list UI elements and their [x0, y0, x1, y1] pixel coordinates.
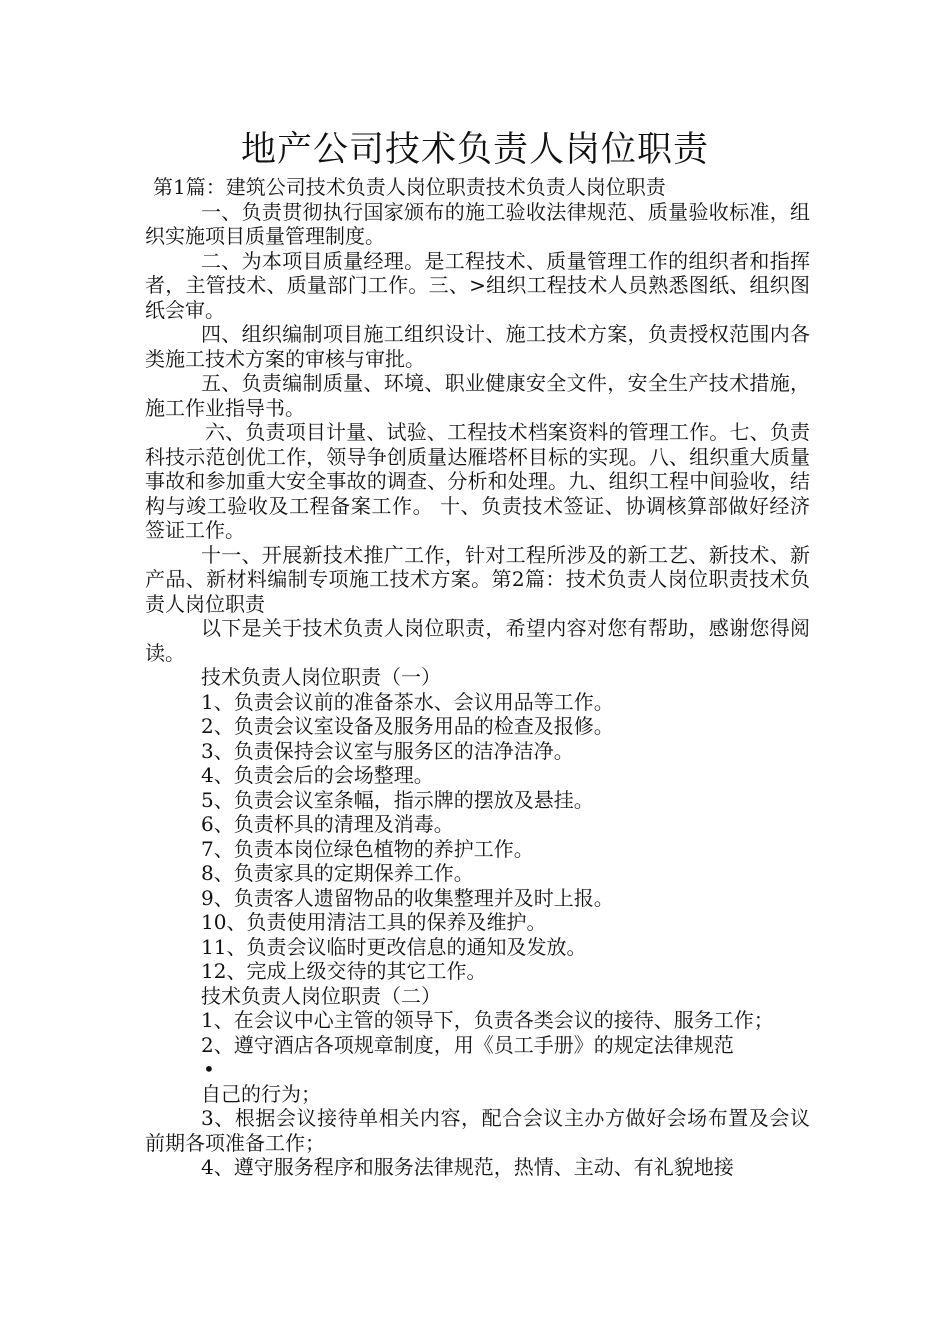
list-item: 10、负责使用清洁工具的保养及维护。: [201, 910, 547, 934]
paragraph: 1、在会议中心主管的领导下，负责各类会议的接待、服务工作；: [201, 1008, 774, 1032]
list-item: 7、负责本岗位绿色植物的养护工作。: [201, 836, 534, 861]
list-item: 8、负责家具的定期保养工作。: [201, 861, 474, 885]
paragraph: 以下是关于技术负责人岗位职责，希望内容对您有帮助，感谢您得阅读。: [145, 616, 810, 665]
paragraph: 二、为本项目质量经理。是工程技术、质量管理工作的组织者和指挥者，主管技术、质量部门工作。三、>组织工程技术人员熟悉图纸、组织图纸会审。: [145, 248, 810, 322]
list-item: 4、负责会后的会场整理。: [201, 763, 434, 787]
list-item: 9、负责客人遗留物品的收集整理并及时上报。: [201, 885, 614, 910]
list-item: 3、负责保持会议室与服务区的洁净洁净。: [201, 738, 574, 763]
list-heading: 技术负责人岗位职责（一）: [201, 665, 441, 689]
bullet-mark: •: [203, 1057, 215, 1081]
list-item: 1、负责会议前的准备茶水、会议用品等工作。: [201, 689, 614, 714]
paragraph: 一、负责贯彻执行国家颁布的施工验收法律规范、质量验收标准，组织实施项目质量管理制度。: [145, 199, 810, 248]
list-item: 5、负责会议室条幅，指示牌的摆放及悬挂。: [201, 787, 594, 812]
paragraph: 五、负责编制质量、环境、职业健康安全文件，安全生产技术措施，施工作业指导书。: [145, 371, 810, 420]
paragraph: 3、根据会议接待单相关内容，配合会议主办方做好会场布置及会议前期各项准备工作；: [145, 1106, 810, 1155]
section-heading: 第1篇：建筑公司技术负责人岗位职责技术负责人岗位职责: [153, 175, 666, 199]
paragraph: 四、组织编制项目施工组织设计、施工技术方案，负责授权范围内各类施工技术方案的审核与审批。: [145, 322, 810, 371]
paragraph: 2、遵守酒店各项规章制度，用《员工手册》的规定法律规范: [201, 1032, 734, 1057]
document-body: [145, 175, 810, 1180]
document-title: 地产公司技术负责人岗位职责: [240, 130, 709, 170]
paragraph: 十一、开展新技术推广工作，针对工程所涉及的新工艺、新技术、新产品、新材料编制专项施工技术方案。第2篇：技术负责人岗位职责技术负责人岗位职责: [145, 542, 810, 616]
list-item: 6、负责杯具的清理及消毒。: [201, 812, 454, 836]
list-item: 12、完成上级交待的其它工作。: [201, 959, 487, 983]
paragraph: 自己的行为；: [201, 1081, 321, 1106]
list-heading: 技术负责人岗位职责（二）: [201, 983, 441, 1008]
paragraph: 4、遵守服务程序和服务法律规范，热情、主动、有礼貌地接: [201, 1155, 734, 1179]
list-item: 11、负责会议临时更改信息的通知及发放。: [201, 934, 587, 959]
paragraph: 六、负责项目计量、试验、工程技术档案资料的管理工作。七、负责科技示范创优工作，领导争创质量达雁塔杯目标的实现。八、组织重大质量事故和参加重大安全事故的调查、分析和处理。九、组织工程中间验收，结构与竣工验收及工程备案工作。 十、负责技术签证、协调核算部做好经济签证工作。: [145, 420, 810, 542]
list-item: 2、负责会议室设备及服务用品的检查及报修。: [201, 714, 614, 738]
